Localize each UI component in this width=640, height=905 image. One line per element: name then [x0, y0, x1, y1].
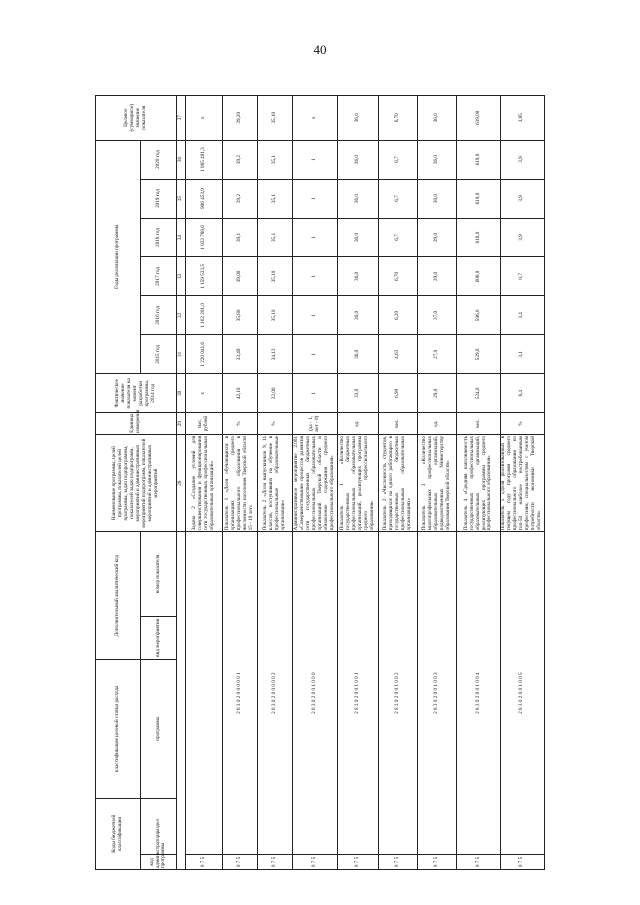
year-2018-header: 2018 год	[141, 218, 176, 257]
unit: %	[258, 413, 293, 435]
budget-code-digits: 2 8 3 0 2 0 0 0 0 0 2	[258, 532, 293, 855]
budget-code-digits: 2 8 3 0 2 0 0 1 0 0 5	[500, 532, 544, 855]
budget-code-digits	[185, 532, 222, 855]
year-value: 35,1	[258, 179, 293, 218]
column-number: 34	[176, 218, 185, 257]
year-value: 3,1	[500, 335, 544, 374]
target-value: 619,00	[457, 96, 500, 141]
code: 0 7 5	[457, 854, 500, 869]
year-value: 1 085 491,3	[185, 140, 222, 179]
base-value: 8,4	[500, 374, 544, 413]
year-value: 0,7	[500, 257, 544, 296]
column-number: 29	[176, 413, 185, 435]
admin-code-header: код администратора программы	[141, 854, 176, 869]
program-indicators-table	[95, 95, 545, 870]
year-value: 619,0	[457, 140, 500, 179]
year-value: 1	[293, 140, 337, 179]
year-value: 33,49	[223, 335, 258, 374]
year-value: 35,1	[258, 218, 293, 257]
unit: (да - 1, нет - 0)	[293, 413, 337, 435]
year-value: 35,80	[223, 296, 258, 335]
base-value: 524,0	[457, 374, 500, 413]
table-row	[378, 96, 417, 870]
table-row	[337, 96, 378, 870]
budget-code-digits: 2 8 3 0 2 0 0 1 0 0 4	[457, 532, 500, 855]
code: 0 7 5	[293, 854, 337, 869]
code: 0 7 5	[223, 854, 258, 869]
target-header: Целевое (суммарное) значение показателя	[96, 96, 177, 141]
base-value: 29,0	[418, 374, 457, 413]
codes-group-header: Коды бюджетной классификации	[96, 798, 141, 869]
page-number: 40	[313, 42, 327, 57]
target-value: 35,10	[258, 96, 293, 141]
base-value: 1	[293, 374, 337, 413]
year-value: 3,9	[500, 218, 544, 257]
program-header: программа	[141, 660, 176, 799]
years-group-header: Годы реализации программы	[96, 140, 141, 374]
year-value: 36,0	[337, 335, 378, 374]
year-value: 27,0	[418, 335, 457, 374]
code: 0 7 5	[337, 854, 378, 869]
year-value: 906 453,9	[185, 179, 222, 218]
unit: %	[500, 413, 544, 435]
year-value: 618,0	[457, 218, 500, 257]
year-value: 29,0	[418, 257, 457, 296]
column-number: 33	[176, 257, 185, 296]
budget-code-digits: 2 8 3 0 2 0 0 1 0 0 2	[378, 532, 417, 855]
unit: %	[223, 413, 258, 435]
target-value: 39,20	[223, 96, 258, 141]
code: 0 7 5	[418, 854, 457, 869]
year-value: 3,4	[500, 296, 544, 335]
classification-header: классификация целевой статьи расхода	[96, 660, 141, 799]
year-value: 1 159 533,5	[185, 257, 222, 296]
year-value: 34,12	[258, 335, 293, 374]
column-number: 35	[176, 179, 185, 218]
year-value: 1 220 041,6	[185, 335, 222, 374]
year-value: 596,0	[457, 296, 500, 335]
budget-code-digits: 2 8 3 0 2 0 0 1 0 0 1	[337, 532, 378, 855]
year-value: 39,00	[223, 257, 258, 296]
budget-code-digits: 2 8 3 0 2 0 0 1 0 0 0	[293, 532, 337, 855]
code: 0 7 5	[258, 854, 293, 869]
year-value: 36,0	[418, 140, 457, 179]
table-row	[185, 96, 222, 870]
budget-code-digits: 2 8 3 0 2 0 0 0 0 0 1	[223, 532, 258, 855]
activity-number-header: номер показателя	[141, 532, 176, 616]
year-value: 36,0	[337, 257, 378, 296]
column-number: 32	[176, 296, 185, 335]
year-value: 36,0	[337, 218, 378, 257]
year-value: 39,2	[223, 179, 258, 218]
indicator-name: Административное мероприятие 2.001 «Совершенствование процессов развития сети государственных бюджетных профессиональных образовательных организаций Тверской области и обновление содержания среднего профессионального образования»	[293, 434, 337, 531]
year-value: 529,0	[457, 335, 500, 374]
column-number: 36	[176, 140, 185, 179]
table-row	[223, 96, 258, 870]
year-2020-header: 2020 год	[141, 140, 176, 179]
year-value: 1	[293, 335, 337, 374]
base-value: 22,00	[258, 374, 293, 413]
year-value: 37,0	[418, 296, 457, 335]
column-number: 28	[176, 434, 185, 531]
budget-code-digits: 2 8 3 0 2 0 0 1 0 0 3	[418, 532, 457, 855]
year-value: 608,0	[457, 257, 500, 296]
year-value: 1	[293, 257, 337, 296]
activity-type-header: вид мероприятия	[141, 616, 176, 659]
indicator-name: Показатель 1 «Количество государственных бюджетных профессиональных образовательных организаций, реализующих программы среднего профессионального образования»	[337, 434, 378, 531]
year-2019-header: 2019 год	[141, 179, 176, 218]
base-value: 33,0	[337, 374, 378, 413]
year-2017-header: 2017 год	[141, 257, 176, 296]
year-value: 36,0	[337, 140, 378, 179]
table-row	[418, 96, 457, 870]
year-value: 4,63	[378, 335, 417, 374]
table-row	[500, 96, 544, 870]
year-value: 1	[293, 296, 337, 335]
year-value: 6,70	[378, 257, 417, 296]
table-row	[293, 96, 337, 870]
target-value: 3,85	[500, 96, 544, 141]
table-row	[258, 96, 293, 870]
year-value: 35,10	[258, 296, 293, 335]
year-value: 6,7	[378, 218, 417, 257]
year-value: 6,7	[378, 140, 417, 179]
year-value: 1 162 201,0	[185, 296, 222, 335]
unit: ед.	[337, 413, 378, 435]
column-number	[176, 532, 185, 870]
year-2015-header: 2015 год	[141, 335, 176, 374]
year-value: 1	[293, 218, 337, 257]
target-value: х	[185, 96, 222, 141]
year-value: 29,0	[418, 218, 457, 257]
column-number: 37	[176, 96, 185, 141]
code: 0 7 5	[185, 854, 222, 869]
year-value: 619,0	[457, 179, 500, 218]
indicator-name: Задача 2 «Создание условий для совершенствования и функционирования сети государственных профессиональных образовательных организаций»	[185, 434, 222, 531]
year-value: 1 033 788,6	[185, 218, 222, 257]
base-value: 42,10	[223, 374, 258, 413]
rotated-table-container	[95, 95, 545, 870]
table-row	[457, 96, 500, 870]
name-column-header: Наименование программы, целей программы, показателей целей программы, задач подпрограммы, показателей задач подпрограмм, мероприятий и административных мероприятий подпрограмм, показателей мероприятий и административных мероприятий	[96, 434, 177, 531]
indicator-name: Показатель 2 «Численность студентов, приходящихся на одного работающего в государственных бюджетных профессиональных образовательных организациях»	[378, 434, 417, 531]
year-value: 6,20	[378, 296, 417, 335]
section-header: раздел	[141, 798, 176, 854]
year-value: 36,0	[337, 179, 378, 218]
year-value: 3,9	[500, 179, 544, 218]
column-number: 31	[176, 335, 185, 374]
target-value: 36,0	[418, 96, 457, 141]
indicator-name: Показатель 3 «Количество многопрофильных профессиональных образовательных организаций, подведомственных Министерству образования Тверской области»	[418, 434, 457, 531]
unit-column-header: Единица измерения	[96, 413, 177, 435]
indicator-name: Показатель 2 «Доля выпускников 9, 11 классов, поступивших на обучение в профессиональные образовательные организации»	[258, 434, 293, 531]
base-value: 6,90	[378, 374, 417, 413]
year-value: 30,0	[418, 179, 457, 218]
indicator-name: Показатель 4 «Средняя наполняемость государственных профессиональных образовательных организаций, реализующих программы среднего профессионального образования»	[457, 434, 500, 531]
unit: чел.	[378, 413, 417, 435]
indicator-name: Показатель 1 «Доля обучающихся в организациях среднего профессионального образования в численности населения Тверской области 15 - 19 лет»	[223, 434, 258, 531]
column-number: 30	[176, 374, 185, 413]
base-value-header: Фактическое значение показателя на момент разработки программы, 2014 год	[96, 374, 177, 413]
additional-code-header: Дополнительный аналитический код	[96, 532, 141, 660]
year-value: 35,10	[258, 257, 293, 296]
unit: чел.	[457, 413, 500, 435]
year-value: 35,1	[258, 140, 293, 179]
unit: ед.	[418, 413, 457, 435]
indicator-name: Показатель 5 «Доля реализованных в текущем году программ среднего профессионального образования по топ-50 наиболее востребованным профессиям, специальностям с учетом потребности экономики Тверской области»	[500, 434, 544, 531]
code: 0 7 5	[378, 854, 417, 869]
year-value: 36,0	[337, 296, 378, 335]
unit: тыс. рублей	[185, 413, 222, 435]
column-numbers-row	[176, 96, 185, 870]
year-value: 3,9	[500, 140, 544, 179]
base-value: х	[185, 374, 222, 413]
year-2016-header: 2016 год	[141, 296, 176, 335]
target-value: 36,0	[337, 96, 378, 141]
code: 0 7 5	[500, 854, 544, 869]
year-value: 39,1	[223, 218, 258, 257]
year-value: 1	[293, 179, 337, 218]
year-value: 39,2	[223, 140, 258, 179]
target-value: 6,70	[378, 96, 417, 141]
target-value: х	[293, 96, 337, 141]
year-value: 6,7	[378, 179, 417, 218]
